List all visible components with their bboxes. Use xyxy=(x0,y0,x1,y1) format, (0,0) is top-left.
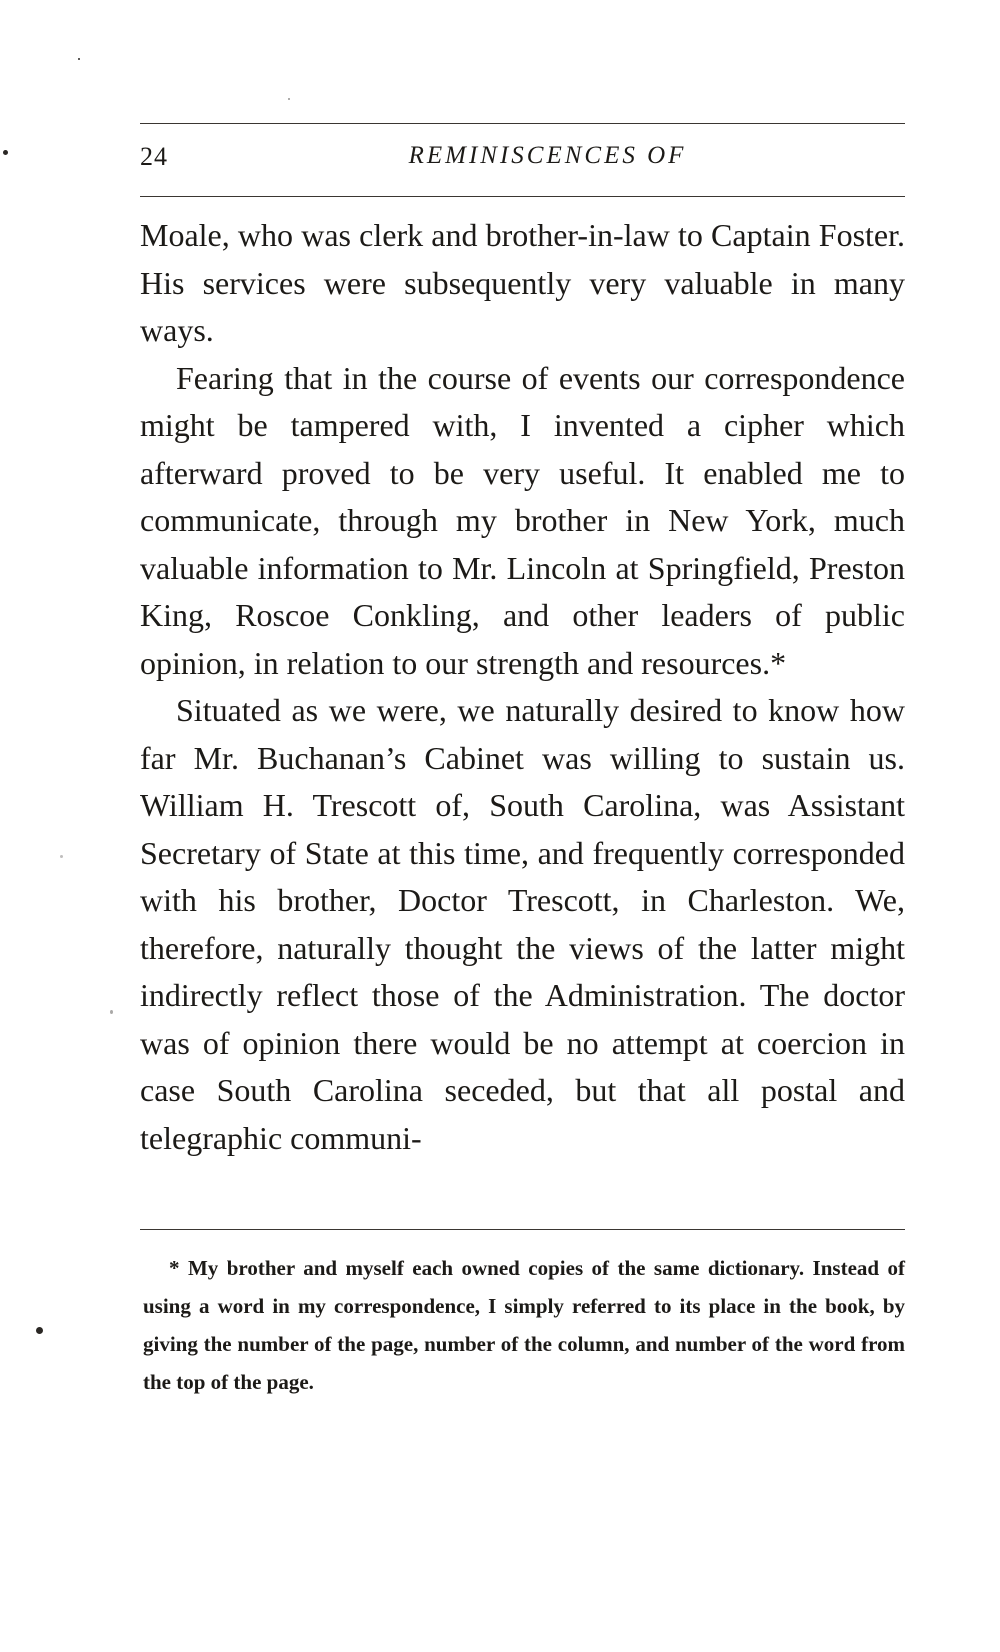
footnote-text: * My brother and myself each owned copies of the same dictionary. Instead of using a word in my correspondence, I simply referred to its place in the book, by giving the number of the page, number of the column, and number of the word from the top of the page. xyxy=(143,1256,905,1394)
scan-speck xyxy=(3,150,8,155)
paragraph-continued: Moale, who was clerk and brother-in-law to Captain Foster. His services were subsequently very valuable in many ways. xyxy=(140,217,905,348)
footnote-rule xyxy=(140,1229,905,1230)
scan-speck xyxy=(60,855,63,858)
running-title: REMINISCENCES OF xyxy=(408,142,687,169)
running-head xyxy=(140,138,905,182)
scan-speck xyxy=(36,1327,43,1334)
body-text xyxy=(140,212,905,1162)
scan-speck xyxy=(78,58,80,60)
top-rule xyxy=(140,123,905,124)
paragraph-cabinet: Situated as we were, we naturally desired to know how far Mr. Buchanan’s Cabinet was willing to sustain us. William H. Trescott of, South Carolina, was Assistant Secretary of State at this time, and frequently corresponded with his brother, Doctor Trescott, in Charleston. We, therefore, naturally thought the views of the latter might indirectly reflect those of the Administration. The doctor was of opinion there would be no attempt at coercion in case South Carolina seceded, but that all postal and telegraphic communi- xyxy=(140,692,905,1156)
header-rule xyxy=(140,196,905,197)
paragraph-cipher: Fearing that in the course of events our correspondence might be tampered with, I invented a cipher which afterward proved to be very useful. It enabled me to communicate, through my brother in New York, much valuable information to Mr. Lincoln at Springfield, Preston King, Roscoe Conkling, and other leaders of public opinion, in relation to our strength and resources.* xyxy=(140,359,905,681)
page-number: 24 xyxy=(140,142,168,171)
scan-speck xyxy=(288,98,290,100)
footnote xyxy=(143,1249,905,1401)
scan-speck xyxy=(110,1010,113,1014)
